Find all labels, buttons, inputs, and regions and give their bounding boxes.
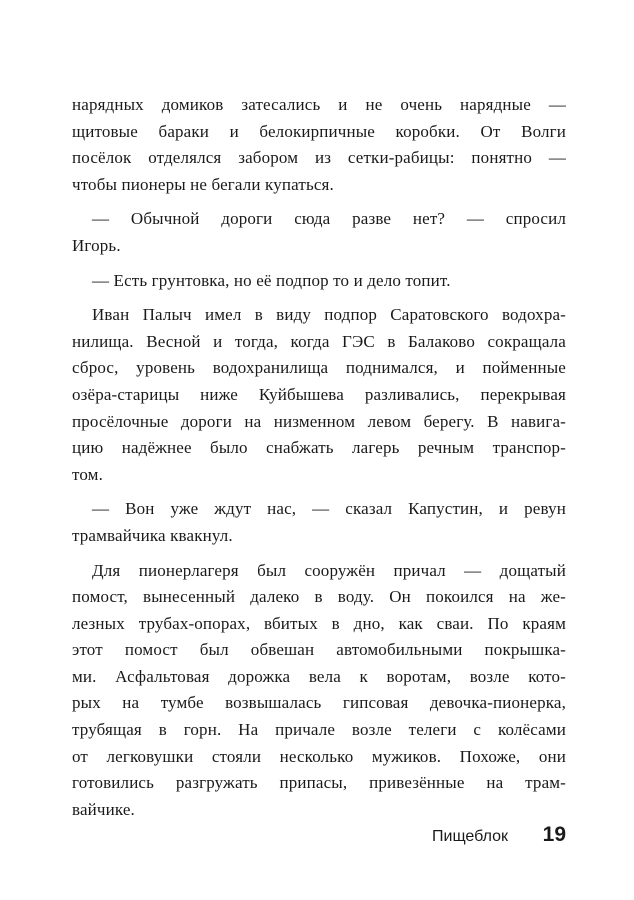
text-line: ми. Асфальтовая дорожка вела к воротам, возле кото- [72, 666, 566, 686]
text-line: Для пионерлагеря был сооружён причал — дощатый [92, 560, 566, 580]
text-line: от легковушки стояли несколько мужиков. Похоже, они [72, 746, 566, 766]
text-line: вайчике. [72, 799, 135, 819]
text-line: озёра-старицы ниже Куйбышева разливались, перекрывая [72, 384, 566, 404]
text-line: Игорь. [72, 235, 121, 255]
text-line: помост, вынесенный далеко в воду. Он покоился на же- [72, 587, 566, 607]
text-line: сброс, уровень водохранилища поднимался, и пойменные [72, 358, 566, 378]
paragraph [72, 558, 566, 824]
paragraph [72, 302, 566, 488]
running-title: Пищеблок [432, 828, 508, 845]
text-line: рых на тумбе возвышалась гипсовая девочка-пионерка, [72, 693, 566, 713]
text-line: щитовые бараки и белокирпичные коробки. От Волги [72, 121, 566, 141]
paragraph [72, 206, 566, 259]
text-line: лезных трубах-опорах, вбитых в дно, как сваи. По краям [72, 613, 566, 633]
page-number: 19 [542, 823, 566, 846]
text-line: — Обычной дороги сюда разве нет? — спросил [92, 209, 566, 229]
text-line: — Есть грунтовка, но её подпор то и дело топит. [92, 270, 451, 290]
text-line: этот помост был обвешан автомобильными покрышка- [72, 640, 566, 660]
paragraph [72, 268, 566, 295]
text-line: — Вон уже ждут нас, — сказал Капустин, и ревун [92, 499, 566, 519]
text-line: готовились разгружать припасы, привезённые на трам- [72, 773, 566, 793]
text-line: Иван Палыч имел в виду подпор Саратовского водохра- [92, 305, 566, 325]
text-line: трубящая в горн. На причале возле телеги с колёсами [72, 720, 566, 740]
page-body-text [72, 92, 566, 831]
text-line: нарядных домиков затесались и не очень нарядные — [72, 95, 566, 114]
text-line: цию надёжнее было снабжать лагерь речным транспор- [72, 438, 566, 458]
paragraph [72, 92, 566, 198]
paragraph [72, 496, 566, 549]
text-line: посёлок отделялся забором из сетки-рабицы: понятно — [72, 148, 566, 168]
page-footer [72, 822, 566, 852]
text-line: просёлочные дороги на низменном левом берегу. В навига- [72, 411, 566, 431]
text-line: том. [72, 464, 103, 484]
text-line: трамвайчика квакнул. [72, 525, 233, 545]
text-line: чтобы пионеры не бегали купаться. [72, 174, 334, 194]
text-line: нилища. Весной и тогда, когда ГЭС в Балаково сокращала [72, 331, 566, 351]
